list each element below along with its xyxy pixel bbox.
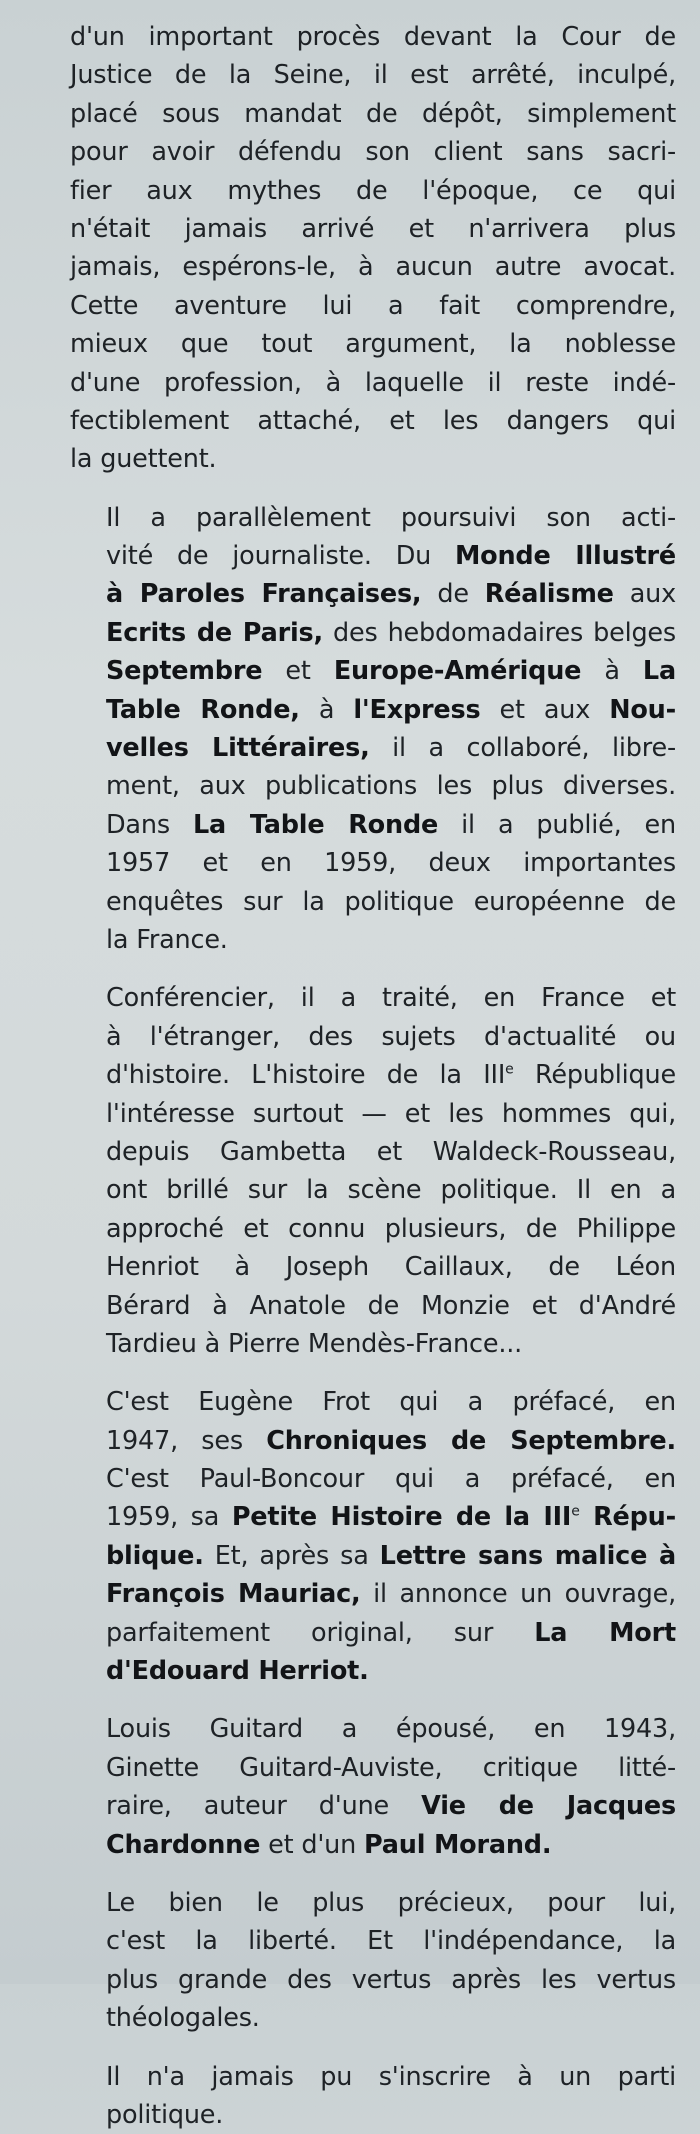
text-run: il a publié, en: [438, 809, 676, 840]
paragraph: [70, 1383, 676, 1690]
paragraph: [70, 979, 676, 1363]
bold-title: La: [642, 656, 676, 687]
bold-title: La Mort: [534, 1617, 676, 1648]
text-run: de: [421, 579, 485, 610]
text-run: aux: [613, 579, 676, 610]
text-line: [70, 729, 676, 767]
bold-title: Chardonne: [106, 1829, 261, 1860]
paragraph: [70, 499, 676, 960]
text-line: [70, 1133, 676, 1171]
bold-title: Vie de Jacques: [421, 1791, 676, 1822]
text-run: à: [581, 656, 643, 687]
text-run: et aux: [480, 694, 610, 725]
text-line: [70, 1095, 676, 1133]
text-run: Louis Guitard a épousé, en 1943,: [106, 1714, 676, 1745]
bold-title: Europe-Amérique: [333, 656, 582, 687]
text-run: ment, aux publications les plus diverses.: [106, 771, 676, 802]
text-line: [70, 1652, 676, 1690]
text-run: politique.: [106, 2099, 224, 2130]
text-run: Il n'a jamais pu s'inscrire à un parti: [106, 2061, 676, 2092]
text-run: il annonce un ouvrage,: [360, 1579, 676, 1610]
text-run: jamais, espérons-le, à aucun autre avocat.: [70, 252, 676, 283]
text-run: Conférencier, il a traité, en France et: [106, 983, 676, 1014]
bold-title: Septembre: [106, 656, 263, 687]
text-run: Et, après sa: [203, 1540, 380, 1571]
text-line: [70, 1575, 676, 1613]
text-line: [70, 402, 676, 440]
text-line: [70, 95, 676, 133]
text-line: [70, 1922, 676, 1960]
text-line: [70, 1884, 676, 1922]
text-run: fier aux mythes de l'époque, ce qui: [70, 175, 676, 206]
text-line: [70, 325, 676, 363]
text-line: [70, 1826, 676, 1864]
text-line: [70, 1999, 676, 2037]
text-line: [70, 575, 676, 613]
text-run: enquêtes sur la politique européenne de: [106, 886, 676, 917]
text-line: [70, 18, 676, 56]
paragraph: [70, 2058, 676, 2134]
bold-title: Table Ronde,: [106, 694, 300, 725]
text-run: n'était jamais arrivé et n'arrivera plus: [70, 213, 676, 244]
text-run: c'est la liberté. Et l'indépendance, la: [106, 1926, 676, 1957]
bold-title: La Table Ronde: [192, 809, 439, 840]
text-run: plus grande des vertus après les vertus: [106, 1964, 676, 1995]
text-run: pour avoir défendu son client sans sacri-: [70, 137, 676, 168]
text-line: [70, 1383, 676, 1421]
text-run: ont brillé sur la scène politique. Il en a: [106, 1175, 676, 1206]
text-line: [70, 1460, 676, 1498]
text-run: approché et connu plusieurs, de Philippe: [106, 1213, 676, 1244]
text-line: [70, 172, 676, 210]
text-run: la France.: [106, 924, 228, 955]
text-run: d'histoire. L'histoire de la III: [106, 1060, 506, 1091]
text-line: [70, 1056, 676, 1094]
bold-title: Chroniques de Septembre.: [266, 1425, 676, 1456]
bold-title: l'Express: [353, 694, 481, 725]
bold-title: Paul Morand.: [363, 1829, 552, 1860]
text-run: des hebdomadaires belges: [322, 617, 677, 648]
text-line: [70, 2058, 676, 2096]
text-line: [70, 1749, 676, 1787]
text-line: [70, 1210, 676, 1248]
paragraph: [70, 1884, 676, 2038]
bold-title: Monde Illustré: [454, 541, 676, 572]
text-run: et: [262, 656, 334, 687]
paragraph: [70, 18, 676, 479]
text-run: Bérard à Anatole de Monzie et d'André: [106, 1290, 676, 1321]
text-run: Cette aventure lui a fait comprendre,: [70, 290, 676, 321]
text-run: 1947, ses: [106, 1425, 267, 1456]
text-run: raire, auteur d'une: [106, 1791, 422, 1822]
text-run: théologales.: [106, 2003, 260, 2034]
text-run: et d'un: [260, 1829, 364, 1860]
text-run: Il a parallèlement poursuivi son acti-: [106, 502, 676, 533]
text-line: [70, 1787, 676, 1825]
text-line: [70, 806, 676, 844]
text-run: C'est Eugène Frot qui a préfacé, en: [106, 1387, 676, 1418]
text-line: [70, 248, 676, 286]
text-line: [70, 767, 676, 805]
text-line: [70, 1248, 676, 1286]
text-run: Justice de la Seine, il est arrêté, inculpé,: [70, 60, 676, 91]
bold-title: Lettre sans malice à: [379, 1540, 676, 1571]
text-line: [70, 844, 676, 882]
text-run: République: [513, 1060, 676, 1091]
text-line: [70, 537, 676, 575]
text-line: [70, 1171, 676, 1209]
text-run: C'est Paul-Boncour qui a préfacé, en: [106, 1464, 676, 1495]
text-line: [70, 210, 676, 248]
text-line: [70, 1537, 676, 1575]
text-line: [70, 364, 676, 402]
text-run: mieux que tout argument, la noblesse: [70, 329, 676, 360]
superscript: e: [505, 1061, 514, 1078]
text-line: [70, 1961, 676, 1999]
paragraph: [70, 1710, 676, 1864]
text-run: Dans: [106, 809, 193, 840]
text-line: [70, 440, 676, 478]
text-run: 1957 et en 1959, deux importantes: [106, 848, 676, 879]
text-line: [70, 499, 676, 537]
text-run: l'intéresse surtout — et les hommes qui,: [106, 1098, 676, 1129]
text-run: Ginette Guitard-Auviste, critique litté-: [106, 1752, 676, 1783]
text-run: placé sous mandat de dépôt, simplement: [70, 98, 676, 129]
text-line: [70, 691, 676, 729]
text-line: [70, 287, 676, 325]
bold-title: Réalisme: [484, 579, 614, 610]
text-line: [70, 921, 676, 959]
text-line: [70, 1287, 676, 1325]
text-run: vité de journaliste. Du: [106, 541, 455, 572]
text-line: [70, 614, 676, 652]
text-run: Tardieu à Pierre Mendès-France...: [106, 1328, 523, 1359]
text-line: [70, 883, 676, 921]
text-line: [70, 979, 676, 1017]
text-run: il a collaboré, libre-: [369, 733, 676, 764]
text-line: [70, 1422, 676, 1460]
bold-title: à Paroles Françaises,: [106, 579, 422, 610]
text-line: [70, 56, 676, 94]
text-run: 1959, sa: [106, 1502, 232, 1533]
text-run: Le bien le plus précieux, pour lui,: [106, 1887, 676, 1918]
text-run: fectiblement attaché, et les dangers qui: [70, 405, 676, 436]
text-line: [70, 1614, 676, 1652]
text-line: [70, 1710, 676, 1748]
text-run: à: [299, 694, 354, 725]
text-line: [70, 1018, 676, 1056]
bold-title: velles Littéraires,: [106, 733, 370, 764]
text-run: à l'étranger, des sujets d'actualité ou: [106, 1021, 676, 1052]
text-line: [70, 1325, 676, 1363]
text-line: [70, 1498, 676, 1536]
text-line: [70, 2096, 676, 2134]
text-run: d'un important procès devant la Cour de: [70, 22, 676, 52]
bold-title: blique.: [106, 1540, 204, 1571]
superscript: e: [571, 1503, 580, 1520]
text-run: d'une profession, à laquelle il reste indé-: [70, 367, 676, 398]
bold-title: Répu-: [579, 1502, 676, 1533]
bold-title: François Mauriac,: [106, 1579, 361, 1610]
bold-title: Petite Histoire de la III: [231, 1502, 572, 1533]
text-run: la guettent.: [70, 444, 217, 475]
text-run: parfaitement original, sur: [106, 1617, 535, 1648]
bold-title: Ecrits de Paris,: [106, 617, 323, 648]
text-line: [70, 133, 676, 171]
text-line: [70, 652, 676, 690]
text-run: Henriot à Joseph Caillaux, de Léon: [106, 1252, 676, 1283]
bold-title: Nou-: [609, 694, 676, 725]
bold-title: d'Edouard Herriot.: [106, 1656, 369, 1687]
text-run: depuis Gambetta et Waldeck-Rousseau,: [106, 1136, 676, 1167]
